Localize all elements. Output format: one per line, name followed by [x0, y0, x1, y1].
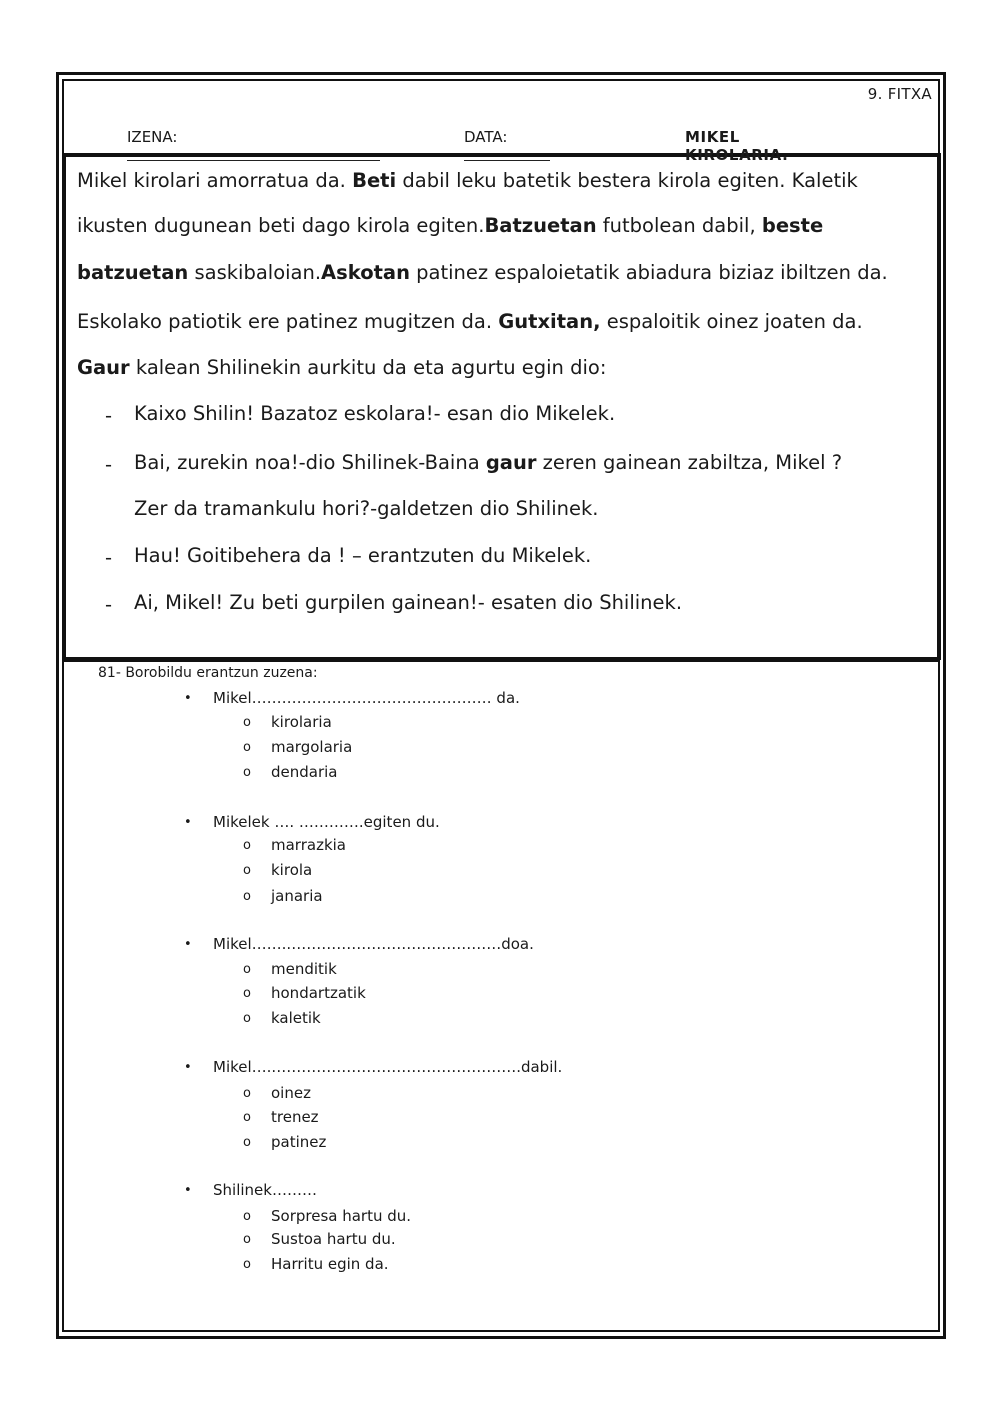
question-5-option-1[interactable]: Sorpresa hartu du.	[271, 1207, 412, 1225]
dialogue-dash: -	[105, 453, 113, 476]
question-2-option-2[interactable]: kirola	[271, 861, 313, 879]
question-2-option-1[interactable]: marrazkia	[271, 836, 346, 854]
option-circle-icon[interactable]: o	[243, 1209, 251, 1224]
story-line-2: ikusten dugunean beti dago kirola egiten.Batzuetan futbolean dabil, beste	[77, 214, 824, 237]
question-3-option-2[interactable]: hondartzatik	[271, 984, 366, 1002]
page-title: MIKEL KIROLARIA.	[685, 128, 789, 164]
question-4: Mikel…..………………………………………….dabil.	[213, 1058, 563, 1076]
exercise-instructions: 81- Borobildu erantzun zuzena:	[98, 665, 318, 681]
bullet-icon: •	[184, 937, 192, 952]
question-2-option-3[interactable]: janaria	[271, 887, 323, 905]
dialogue-line-4: Ai, Mikel! Zu beti gurpilen gainean!- esaten dio Shilinek.	[134, 591, 683, 614]
dialogue-dash: -	[105, 593, 113, 616]
date-field[interactable]	[464, 128, 550, 165]
worksheet-number: 9. FITXA	[867, 85, 932, 103]
bullet-icon: •	[184, 1183, 192, 1198]
question-4-option-1[interactable]: oinez	[271, 1084, 311, 1102]
story-line-5: Gaur kalean Shilinekin aurkitu da eta agurtu egin dio:	[77, 356, 607, 379]
question-2: Mikelek …. ………….egiten du.	[213, 813, 440, 831]
question-4-option-2[interactable]: trenez	[271, 1108, 319, 1126]
name-label: IZENA:	[127, 128, 178, 146]
dialogue-line-2-continued: Zer da tramankulu hori?-galdetzen dio Shilinek.	[134, 497, 599, 520]
dialogue-line-1: Kaixo Shilin! Bazatoz eskolara!- esan dio Mikelek.	[134, 402, 616, 425]
story-right-border	[937, 153, 941, 660]
question-3-option-3[interactable]: kaletik	[271, 1009, 321, 1027]
option-circle-icon[interactable]: o	[243, 1110, 251, 1125]
option-circle-icon[interactable]: o	[243, 1086, 251, 1101]
story-line-3: batzuetan saskibaloian.Askotan patinez espaloietatik abiadura biziaz ibiltzen da.	[77, 261, 888, 284]
option-circle-icon[interactable]: o	[243, 1232, 251, 1247]
question-5: Shilinek………	[213, 1181, 317, 1199]
option-circle-icon[interactable]: o	[243, 838, 251, 853]
story-left-border	[62, 153, 66, 660]
option-circle-icon[interactable]: o	[243, 765, 251, 780]
question-3-option-1[interactable]: menditik	[271, 960, 337, 978]
question-1-option-1[interactable]: kirolaria	[271, 713, 332, 731]
option-circle-icon[interactable]: o	[243, 740, 251, 755]
dialogue-dash: -	[105, 546, 113, 569]
bullet-icon: •	[184, 691, 192, 706]
dialogue-dash: -	[105, 404, 113, 427]
date-label: DATA:	[464, 128, 508, 146]
option-circle-icon[interactable]: o	[243, 715, 251, 730]
option-circle-icon[interactable]: o	[243, 1257, 251, 1272]
option-circle-icon[interactable]: o	[243, 986, 251, 1001]
question-3: Mikel……..……………………………………doa.	[213, 935, 534, 953]
option-circle-icon[interactable]: o	[243, 962, 251, 977]
name-blank[interactable]	[127, 146, 380, 161]
story-divider	[62, 657, 940, 662]
option-circle-icon[interactable]: o	[243, 1011, 251, 1026]
option-circle-icon[interactable]: o	[243, 1135, 251, 1150]
question-1-option-3[interactable]: dendaria	[271, 763, 338, 781]
story-line-4: Eskolako patiotik ere patinez mugitzen da. Gutxitan, espaloitik oinez joaten da.	[77, 310, 863, 333]
dialogue-line-2: Bai, zurekin noa!-dio Shilinek-Baina gaur zeren gainean zabiltza, Mikel ?	[134, 451, 843, 474]
bullet-icon: •	[184, 1060, 192, 1075]
story-line-1: Mikel kirolari amorratua da. Beti dabil leku batetik bestera kirola egiten. Kaletik	[77, 169, 858, 192]
option-circle-icon[interactable]: o	[243, 863, 251, 878]
question-4-option-3[interactable]: patinez	[271, 1133, 327, 1151]
option-circle-icon[interactable]: o	[243, 889, 251, 904]
question-1-option-2[interactable]: margolaria	[271, 738, 353, 756]
bullet-icon: •	[184, 815, 192, 830]
date-blank[interactable]	[464, 146, 550, 161]
question-1: Mikel………………………………………… da.	[213, 689, 520, 707]
question-5-option-3[interactable]: Harritu egin da.	[271, 1255, 389, 1273]
dialogue-line-3: Hau! Goitibehera da ! – erantzuten du Mikelek.	[134, 544, 592, 567]
question-5-option-2[interactable]: Sustoa hartu du.	[271, 1230, 396, 1248]
name-field[interactable]	[127, 128, 380, 165]
